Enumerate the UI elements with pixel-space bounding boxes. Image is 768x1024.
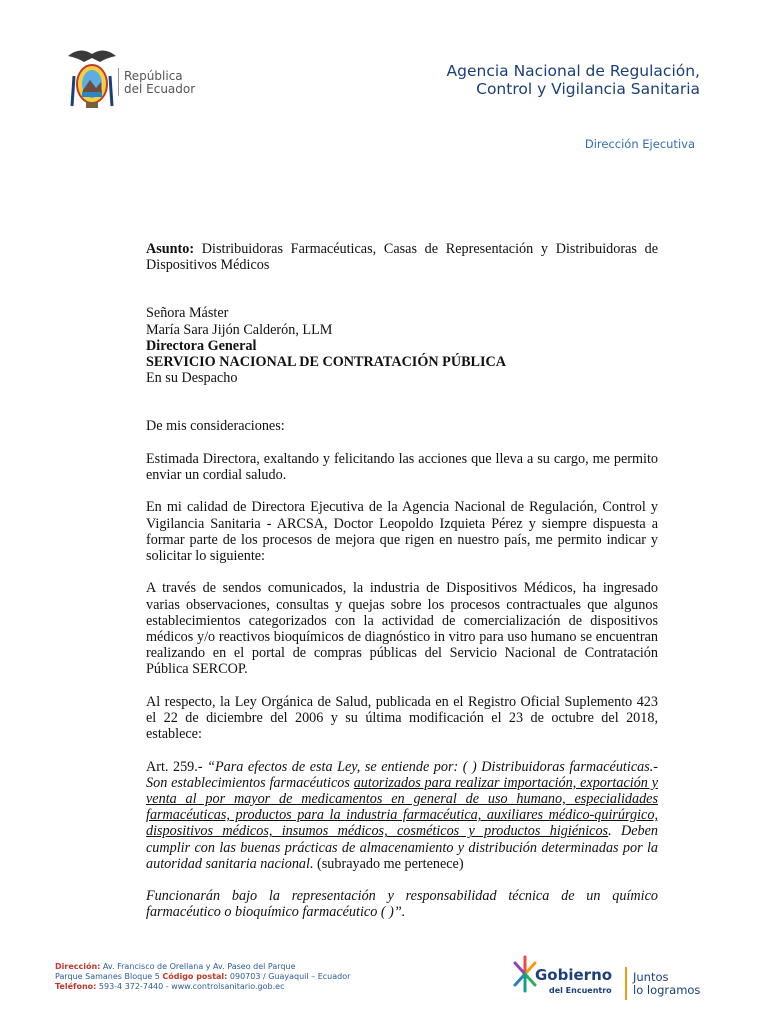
gobierno-subtitle: del Encuentro <box>549 986 612 995</box>
slogan-line1: Juntos <box>633 970 669 984</box>
paragraph-1: Estimada Directora, exaltando y felicitando las acciones que lleva a su cargo, me permito enviar un cordial saludo. <box>146 450 658 484</box>
address-line2: Parque Samanes Bloque 5 <box>55 972 163 981</box>
recipient-block <box>146 305 658 386</box>
gobierno-slogan <box>633 971 700 997</box>
article-number: Art. 259.- <box>146 758 208 775</box>
gobierno-title: Gobierno <box>535 966 613 984</box>
greeting: De mis consideraciones: <box>146 418 285 435</box>
phone-label: Teléfono: <box>55 982 97 991</box>
republic-line1: República <box>124 69 183 83</box>
address-label: Dirección: <box>55 962 101 971</box>
article-quote <box>146 759 658 872</box>
postal-value: 090703 / Guayaquil – Ecuador <box>227 972 351 981</box>
republic-line2: del Ecuador <box>124 82 196 96</box>
subject-text: Distribuidoras Farmacéuticas, Casas de Representación y Distribuidoras de Dispositivos Médicos <box>146 241 658 274</box>
gobierno-burst-icon <box>513 955 537 993</box>
ecuador-coat-of-arms-icon <box>66 46 118 110</box>
article-quote-start: “Para efectos de esta Ley, se entiende por: ( ) Distribuidoras farmacéuticas.- Son establecimientos farmacéuticos <box>146 758 659 791</box>
recipient-position: Directora General <box>146 337 257 354</box>
agency-line1: Agencia Nacional de Regulación, <box>446 62 700 80</box>
subject <box>146 241 658 273</box>
letter-body <box>146 241 658 921</box>
address-value: Av. Francisco de Orellana y Av. Paseo del Parque <box>100 962 296 971</box>
logo-divider <box>118 68 119 96</box>
recipient-title: Señora Máster <box>146 305 229 322</box>
postal-label: Código postal: <box>162 972 228 981</box>
gobierno-divider <box>625 967 627 1000</box>
paragraph-2: En mi calidad de Directora Ejecutiva de la Agencia Nacional de Regulación, Control y Vigilancia Sanitaria - ARCSA, Doctor Leopoldo Izquieta Pérez y siempre dispuesta a formar parte de los procesos de mejora que rigen en nuestro país, me permito indicar y solicitar lo siguiente: <box>146 499 658 565</box>
recipient-location: En su Despacho <box>146 370 238 387</box>
paragraph-5: Funcionarán bajo la representación y responsabilidad técnica de un químico farmacéutico o bioquímico farmacéutico ( )”. <box>146 888 658 921</box>
article-quote-end: . Deben cumplir con las buenas prácticas de almacenamiento y distribución determinadas por la autoridad sanitaria nacional. <box>146 823 658 872</box>
agency-line2: Control y Vigilancia Sanitaria <box>476 80 700 98</box>
direction-label: Dirección Ejecutiva <box>584 137 695 151</box>
recipient-institution: SERVICIO NACIONAL DE CONTRATACIÓN PÚBLICA <box>146 354 507 371</box>
recipient-name: María Sara Jijón Calderón, LLM <box>146 321 333 338</box>
footer-contact <box>55 962 350 992</box>
subject-label: Asunto: <box>146 241 195 257</box>
article-quote-underlined: autorizados para realizar importación, exportación y venta al por mayor de medicamentos en general de uso humano, especialidades farmacéuticas, productos para la industria farmacéutica, auxiliares médico-quirúrgico, dispositivos médicos, insumos médicos, cosméticos y productos higiénicos <box>146 774 658 840</box>
phone-value: 593-4 372-7440 - www.controlsanitario.gob.ec <box>96 982 285 991</box>
slogan-line2: lo logramos <box>633 983 701 997</box>
republic-logo-text <box>124 70 195 96</box>
agency-name <box>447 62 700 98</box>
paragraph-4: Al respecto, la Ley Orgánica de Salud, publicada en el Registro Oficial Suplemento 423 el 22 de diciembre del 2006 y su última modificación el 23 de octubre del 2018, establece: <box>146 693 658 743</box>
article-note: (subrayado me pertenece) <box>313 855 464 872</box>
paragraph-3: A través de sendos comunicados, la industria de Dispositivos Médicos, ha ingresado varias observaciones, consultas y quejas sobre los procesos contractuales que algunos establecimientos categorizados con la actividad de comercialización de dispositivos médicos y/o reactivos bioquímicos de diagnóstico in vitro para uso humano se encuentran realizando en el portal de compras públicas del Servicio Nacional de Contratación Pública SERCOP. <box>146 580 658 678</box>
